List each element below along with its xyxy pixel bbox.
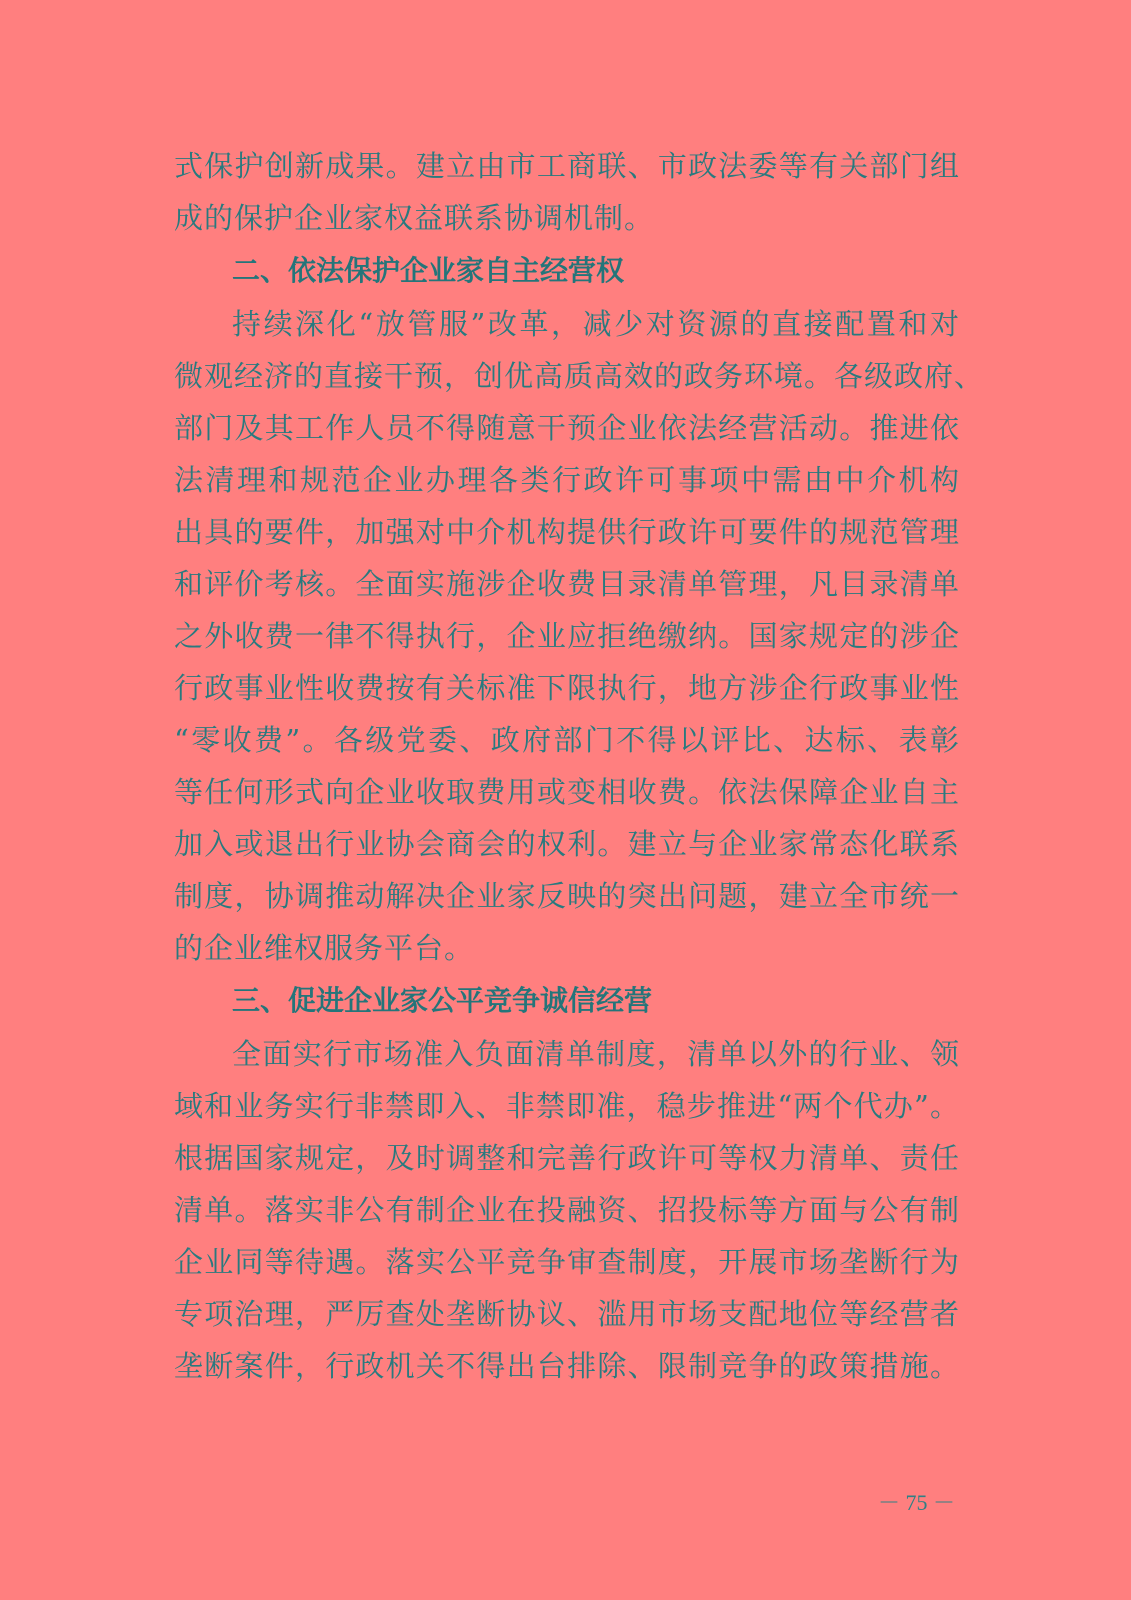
page-number: － 75 － xyxy=(878,1490,956,1515)
section-heading: 三、促进企业家公平竞争诚信经营 xyxy=(232,984,653,1017)
body-line: 加入或退出行业协会商会的权利。建立与企业家常态化联系 xyxy=(174,827,960,861)
section-heading: 二、依法保护企业家自主经营权 xyxy=(232,254,625,287)
body-line: 成的保护企业家权益联系协调机制。 xyxy=(174,201,655,235)
body-line: 式保护创新成果。建立由市工商联、市政法委等有关部门组 xyxy=(174,149,960,183)
body-line: 全面实行市场准入负面清单制度，清单以外的行业、领 xyxy=(232,1037,960,1071)
body-line: 之外收费一律不得执行，企业应拒绝缴纳。国家规定的涉企 xyxy=(174,619,960,653)
body-line: “零收费”。各级党委、政府部门不得以评比、达标、表彰 xyxy=(174,723,960,757)
body-line: 垄断案件，行政机关不得出台排除、限制竞争的政策措施。 xyxy=(174,1349,960,1383)
body-line: 行政事业性收费按有关标准下限执行，地方涉企行政事业性 xyxy=(174,671,960,705)
body-line: 法清理和规范企业办理各类行政许可事项中需由中介机构 xyxy=(174,463,960,497)
body-line: 和评价考核。全面实施涉企收费目录清单管理，凡目录清单 xyxy=(174,567,960,601)
body-line: 域和业务实行非禁即入、非禁即准，稳步推进“两个代办”。 xyxy=(174,1089,960,1123)
body-line: 专项治理，严厉查处垄断协议、滥用市场支配地位等经营者 xyxy=(174,1297,960,1331)
body-line: 根据国家规定，及时调整和完善行政许可等权力清单、责任 xyxy=(174,1141,960,1175)
body-line: 出具的要件，加强对中介机构提供行政许可要件的规范管理 xyxy=(174,515,960,549)
body-line: 部门及其工作人员不得随意干预企业依法经营活动。推进依 xyxy=(174,411,960,445)
body-line: 的企业维权服务平台。 xyxy=(174,931,475,965)
body-line: 制度，协调推动解决企业家反映的突出问题，建立全市统一 xyxy=(174,879,960,913)
body-line: 微观经济的直接干预，创优高质高效的政务环境。各级政府、 xyxy=(174,359,985,393)
body-line: 清单。落实非公有制企业在投融资、招投标等方面与公有制 xyxy=(174,1193,960,1227)
body-line: 企业同等待遇。落实公平竞争审查制度，开展市场垄断行为 xyxy=(174,1245,960,1279)
body-line: 持续深化“放管服”改革，减少对资源的直接配置和对 xyxy=(232,307,960,341)
body-line: 等任何形式向企业收取费用或变相收费。依法保障企业自主 xyxy=(174,775,960,809)
